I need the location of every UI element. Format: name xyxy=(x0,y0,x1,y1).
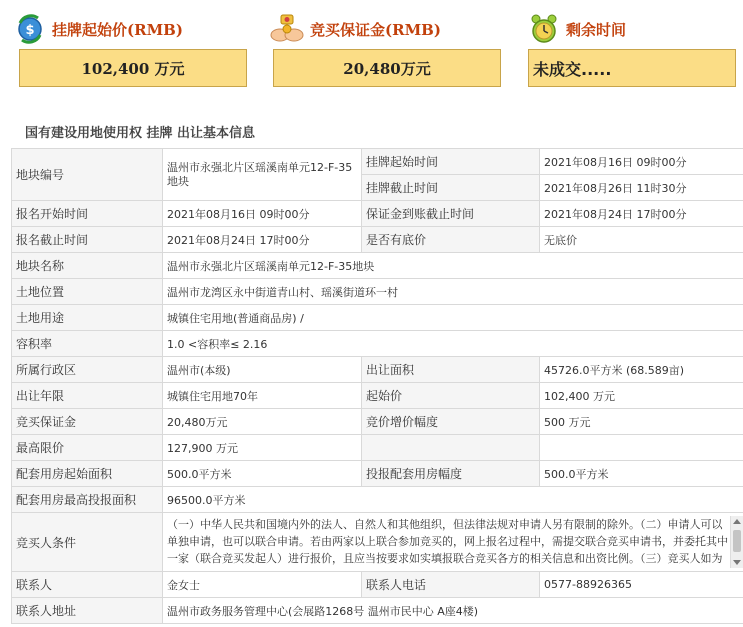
vertical-scrollbar[interactable] xyxy=(730,516,743,568)
increment-value: 500 万元 xyxy=(540,409,743,435)
contact-value: 金女士 xyxy=(163,572,362,598)
table-row xyxy=(12,357,743,383)
max-price-label: 最高限价 xyxy=(12,435,163,461)
summary-header xyxy=(0,0,743,110)
housing-start-value: 500.0平方米 xyxy=(163,461,362,487)
table-row xyxy=(12,513,743,572)
far-value: 1.0 <容积率≤ 2.16 xyxy=(163,331,743,357)
signup-end-label: 报名截止时间 xyxy=(12,227,163,253)
location-label: 土地位置 xyxy=(12,279,163,305)
district-value: 温州市(本级) xyxy=(163,357,362,383)
start-price-row-value: 102,400 万元 xyxy=(540,383,743,409)
table-row xyxy=(12,227,743,253)
deposit-deadline-value: 2021年08月24日 17时00分 xyxy=(540,201,743,227)
increment-label: 竞价增价幅度 xyxy=(362,409,540,435)
table-row xyxy=(12,461,743,487)
deposit-stat xyxy=(270,12,441,46)
land-use-label: 土地用途 xyxy=(12,305,163,331)
housing-increment-value: 500.0平方米 xyxy=(540,461,743,487)
bid-deposit-value: 20,480万元 xyxy=(163,409,362,435)
table-row xyxy=(12,487,743,513)
plot-name-value: 温州市永强北片区瑶溪南单元12-F-35地块 xyxy=(163,253,743,279)
remaining-time-value: 未成交..... xyxy=(528,49,736,87)
listing-end-value: 2021年08月26日 11时30分 xyxy=(540,175,743,201)
table-row xyxy=(12,598,743,624)
listing-end-label: 挂牌截止时间 xyxy=(362,175,540,201)
remaining-time-stat xyxy=(528,12,626,46)
hands-money-icon xyxy=(270,13,304,45)
start-price-stat xyxy=(14,12,183,46)
remaining-time-label: 剩余时间 xyxy=(566,20,627,39)
reserve-price-label: 是否有底价 xyxy=(362,227,540,253)
start-price-row-label: 起始价 xyxy=(362,383,540,409)
table-row xyxy=(12,253,743,279)
plot-no-label: 地块编号 xyxy=(12,149,163,201)
housing-max-label: 配套用房最高投报面积 xyxy=(12,487,163,513)
listing-start-label: 挂牌起始时间 xyxy=(362,149,540,175)
table-row xyxy=(12,201,743,227)
signup-start-label: 报名开始时间 xyxy=(12,201,163,227)
scroll-down-arrow-icon[interactable] xyxy=(733,560,741,565)
info-table xyxy=(11,148,743,624)
deposit-label: 竞买保证金(RMB) xyxy=(310,20,441,39)
land-use-value: 城镇住宅用地(普通商品房) / xyxy=(163,305,743,331)
table-row xyxy=(12,383,743,409)
term-label: 出让年限 xyxy=(12,383,163,409)
empty-label-cell xyxy=(362,435,540,461)
district-label: 所属行政区 xyxy=(12,357,163,383)
phone-value: 0577-88926365 xyxy=(540,572,743,598)
scroll-up-arrow-icon[interactable] xyxy=(733,519,741,524)
far-label: 容积率 xyxy=(12,331,163,357)
contact-label: 联系人 xyxy=(12,572,163,598)
table-row xyxy=(12,149,743,175)
housing-max-value: 96500.0平方米 xyxy=(163,487,743,513)
reserve-price-value: 无底价 xyxy=(540,227,743,253)
start-price-value: 102,400 万元 xyxy=(19,49,247,87)
max-price-value: 127,900 万元 xyxy=(163,435,362,461)
table-row xyxy=(12,409,743,435)
housing-start-label: 配套用房起始面积 xyxy=(12,461,163,487)
bidder-conditions-label: 竞买人条件 xyxy=(12,513,163,572)
plot-no-value: 温州市永强北片区瑶溪南单元12-F-35地块 xyxy=(163,149,362,201)
table-row xyxy=(12,279,743,305)
bidder-conditions-text: （一）中华人民共和国境内外的法人、自然人和其他组织，但法律法规对申请人另有限制的除外。（二）申请人可以单独申请，也可以联合申请。若由两家以上联合参加竞买的，网上报名过程中，需提交联合竞买申请书，并委托其中一家（联合竞买发起人）进行报价，且应当按要求如实填报联合竞买各方的相关信息和出资比例。（三）竞买人如为 xyxy=(167,518,728,565)
bid-deposit-label: 竞买保证金 xyxy=(12,409,163,435)
deposit-value: 20,480万元 xyxy=(273,49,501,87)
address-value: 温州市政务服务管理中心(会展路1268号 温州市民中心 A座4楼) xyxy=(163,598,743,624)
deposit-deadline-label: 保证金到账截止时间 xyxy=(362,201,540,227)
bidder-conditions-cell xyxy=(163,513,743,572)
phone-label: 联系人电话 xyxy=(362,572,540,598)
term-value: 城镇住宅用地70年 xyxy=(163,383,362,409)
table-row xyxy=(12,331,743,357)
signup-end-value: 2021年08月24日 17时00分 xyxy=(163,227,362,253)
alarm-clock-icon xyxy=(528,13,560,45)
area-value: 45726.0平方米 (68.589亩) xyxy=(540,357,743,383)
housing-increment-label: 投报配套用房幅度 xyxy=(362,461,540,487)
money-cycle-icon xyxy=(14,13,46,45)
bidder-conditions-scrollbox[interactable] xyxy=(167,516,743,568)
start-price-label: 挂牌起始价(RMB) xyxy=(52,20,183,39)
empty-value-cell xyxy=(540,435,743,461)
location-value: 温州市龙湾区永中街道青山村、瑶溪街道环一村 xyxy=(163,279,743,305)
area-label: 出让面积 xyxy=(362,357,540,383)
listing-start-value: 2021年08月16日 09时00分 xyxy=(540,149,743,175)
plot-name-label: 地块名称 xyxy=(12,253,163,279)
svg-text:$: $ xyxy=(25,23,35,38)
section-title: 国有建设用地使用权 挂牌 出让基本信息 xyxy=(25,126,256,141)
table-row xyxy=(12,572,743,598)
address-label: 联系人地址 xyxy=(12,598,163,624)
table-row xyxy=(12,435,743,461)
signup-start-value: 2021年08月16日 09时00分 xyxy=(163,201,362,227)
scroll-thumb[interactable] xyxy=(733,530,741,552)
table-row xyxy=(12,305,743,331)
